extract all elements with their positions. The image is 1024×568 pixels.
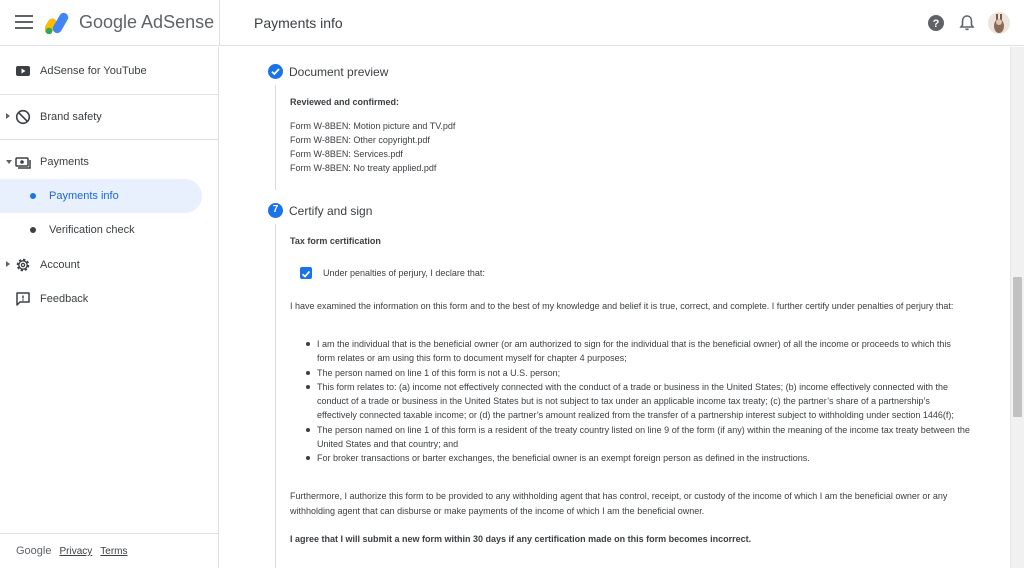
tax-form-certification-heading: Tax form certification [290, 236, 381, 246]
reviewed-heading: Reviewed and confirmed: [290, 97, 400, 107]
sidebar-item-brand-safety[interactable] [0, 100, 219, 134]
perjury-checkbox[interactable] [300, 267, 312, 279]
sidebar-item-account[interactable] [0, 248, 219, 282]
reviewed-file: Form W-8BEN: Other copyright.pdf [290, 135, 430, 145]
certification-list [305, 337, 970, 466]
privacy-link[interactable]: Privacy [59, 546, 93, 557]
sidebar-item-label: Account [40, 259, 80, 271]
scrollbar-thumb[interactable] [1013, 277, 1022, 417]
list-item: The person named on line 1 of this form is a resident of the treaty country listed on line 9 of the form (if any) within the meaning of the income tax treaty between the United States and that country; and [305, 423, 970, 452]
svg-text:?: ? [932, 18, 940, 30]
sidebar-item-payments[interactable] [0, 145, 219, 179]
bullet-icon [30, 193, 36, 199]
step-number-badge [268, 203, 283, 218]
step-title-certify-and-sign: Certify and sign [289, 204, 373, 218]
sidebar-item-label: Verification check [49, 224, 135, 236]
reviewed-file: Form W-8BEN: Services.pdf [290, 149, 403, 159]
agreement-statement: I agree that I will submit a new form within 30 days if any certification made on this form becomes incorrect. [290, 534, 752, 544]
avatar[interactable] [988, 12, 1010, 34]
top-app-bar [0, 0, 1024, 46]
adsense-logo-icon [45, 12, 71, 34]
sidebar-item-feedback[interactable] [0, 282, 219, 316]
divider [0, 533, 219, 534]
chevron-right-icon [6, 261, 10, 267]
main-content [220, 47, 1010, 568]
terms-link[interactable]: Terms [100, 546, 128, 557]
gear-icon [15, 257, 31, 273]
step-complete-icon [268, 64, 283, 79]
list-item: I am the individual that is the beneficial owner (or am authorized to sign for the individual that is the beneficial owner) of all the income or proceeds to which this form relates or am using this form to document myself for chapter 4 purposes; [305, 337, 970, 366]
bullet-icon [30, 227, 36, 233]
sidebar-item-label: Feedback [40, 293, 89, 305]
reviewed-file: Form W-8BEN: No treaty applied.pdf [290, 163, 437, 173]
list-item: This form relates to: (a) income not effectively connected with the conduct of a trade or business in the United States; (b) income effectively connected with the conduct of a trade or business in the United States but is not subject to tax under an applicable income tax treaty; (c) the partner’s share of a partnership’s effectively connected taxable income; or (d) the partner’s amount realized from the transfer of a partnership interest subject to withholding under section 1446(f); [305, 380, 970, 423]
header-divider [219, 0, 220, 46]
sidebar-footer [16, 545, 128, 557]
sidebar-item-label: Payments [40, 156, 89, 168]
sidebar-item-label: Payments info [49, 190, 119, 202]
authorization-paragraph: Furthermore, I authorize this form to be provided to any withholding agent that has control, receipt, or custody of the income of which I am the beneficial owner or any withholding agent that can disburse or make payments of the income of which I am the beneficial owner. [290, 491, 948, 516]
sidebar-item-verification-check[interactable] [0, 213, 202, 247]
brand-name: Google AdSense [79, 12, 215, 32]
reviewed-file: Form W-8BEN: Motion picture and TV.pdf [290, 121, 456, 131]
step-number: 7 [272, 204, 279, 215]
sidebar-item-adsense-for-youtube[interactable] [0, 54, 219, 88]
sidebar-item-label: AdSense for YouTube [40, 65, 147, 77]
page-title: Payments info [254, 15, 343, 31]
chevron-down-icon [6, 160, 12, 164]
youtube-icon [15, 63, 31, 79]
notifications-icon[interactable] [958, 14, 976, 32]
google-wordmark: Google [16, 545, 52, 557]
menu-icon[interactable] [15, 15, 33, 29]
sidebar [0, 47, 219, 568]
divider [0, 94, 219, 95]
certification-intro: I have examined the information on this form and to the best of my knowledge and belief it is true, correct, and complete. I further certify under penalties of perjury that: [290, 301, 954, 311]
list-item: The person named on line 1 of this form is not a U.S. person; [305, 366, 970, 380]
perjury-checkbox-label: Under penalties of perjury, I declare that: [323, 268, 485, 278]
step-title-document-preview: Document preview [289, 65, 389, 79]
sidebar-item-label: Brand safety [40, 111, 102, 123]
list-item: For broker transactions or barter exchanges, the beneficial owner is an exempt foreign person as defined in the instructions. [305, 451, 970, 465]
help-icon[interactable] [927, 14, 945, 32]
chevron-right-icon [6, 113, 10, 119]
block-icon [15, 109, 31, 125]
feedback-icon [15, 291, 31, 307]
step-connector [275, 224, 276, 568]
sidebar-item-payments-info[interactable] [0, 179, 202, 213]
step-connector [275, 85, 276, 190]
payments-icon [15, 154, 31, 170]
divider [0, 139, 219, 140]
